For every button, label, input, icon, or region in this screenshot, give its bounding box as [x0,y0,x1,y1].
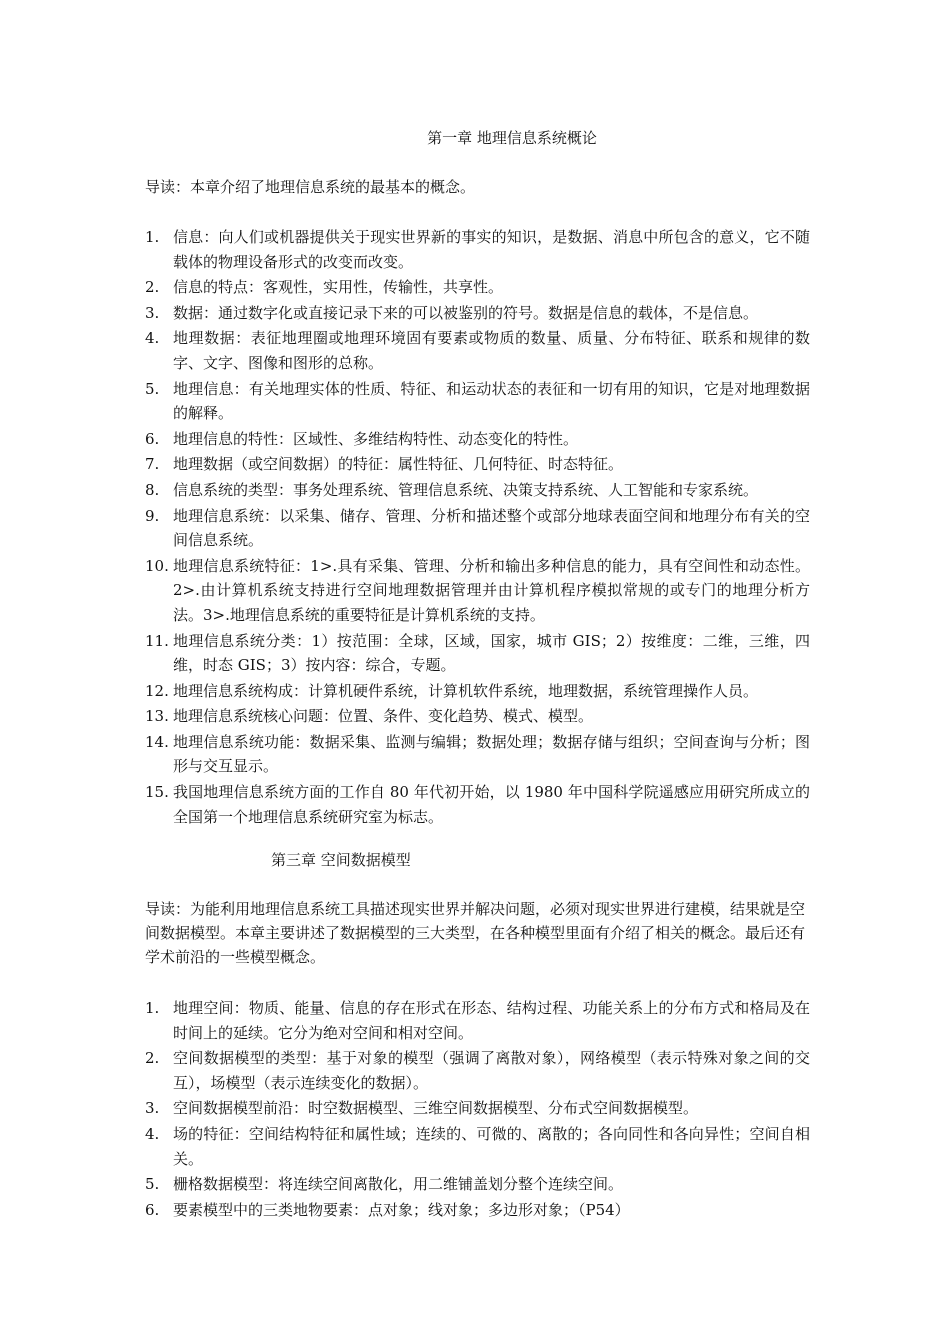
chapter1-item-13: 13. 地理信息系统核心问题：位置、条件、变化趋势、模式、模型。 [145,707,594,726]
chapter1-list [145,225,810,830]
chapter1-item-15: 15. 我国地理信息系统方面的工作自 80 年代初开始，以 1980 年中国科学院遥感应用研究所成立的全国第一个地理信息系统研究室为标志。 [145,783,810,826]
chapter3-intro: 导读：为能利用地理信息系统工具描述现实世界并解决问题，必须对现实世界进行建模，结果就是空间数据模型。本章主要讲述了数据模型的三大类型，在各种模型里面有介绍了相关的概念。最后还有学术前沿的一些模型概念。 [145,900,806,966]
chapter3-item-1: 1. 地理空间：物质、能量、信息的存在形式在形态、结构过程、功能关系上的分布方式和格局及在时间上的延续。它分为绝对空间和相对空间。 [145,999,810,1042]
chapter1-item-8: 8. 信息系统的类型：事务处理系统、管理信息系统、决策支持系统、人工智能和专家系统。 [145,480,759,499]
chapter3-title: 第三章 空间数据模型 [271,851,411,869]
chapter1-item-9: 9. 地理信息系统：以采集、储存、管理、分析和描述整个或部分地球表面空间和地理分布有关的空间信息系统。 [145,506,810,550]
chapter1-intro: 导读：本章介绍了地理信息系统的最基本的概念。 [145,178,476,196]
chapter1-item-2: 2. 信息的特点：客观性，实用性，传输性，共享性。 [145,278,504,297]
chapter1-item-12: 12. 地理信息系统构成：计算机硬件系统，计算机软件系统，地理数据，系统管理操作人员。 [145,681,759,700]
chapter1-item-3: 3. 数据：通过数字化或直接记录下来的可以被鉴别的符号。数据是信息的载体，不是信息。 [145,303,759,322]
chapter1-item-11: 11. 地理信息系统分类：1）按范围：全球，区域，国家，城市 GIS；2）按维度：二维，三维，四维，时态 GIS；3）按内容：综合，专题。 [145,631,810,675]
chapter1-item-7: 7. 地理数据（或空间数据）的特征：属性特征、几何特征、时态特征。 [145,455,624,474]
chapter1-item-6: 6. 地理信息的特性：区域性、多维结构特性、动态变化的特性。 [145,429,579,448]
chapter1-item-14: 14. 地理信息系统功能：数据采集、监测与编辑；数据处理；数据存储与组织；空间查询与分析；图形与交互显示。 [145,732,810,776]
chapter1-item-10: 10. 地理信息系统特征：1>.具有采集、管理、分析和输出多种信息的能力，具有空间性和动态性。2>.由计算机系统支持进行空间地理数据管理并由计算机程序模拟常规的或专门的地理分析方法。3>.地理信息系统的重要特征是计算机系统的支持。 [145,556,810,624]
chapter3-item-4: 4. 场的特征：空间结构特征和属性域；连续的、可微的、离散的；各向同性和各向异性；空间自相关。 [145,1124,810,1168]
chapter1-item-1: 1. 信息：向人们或机器提供关于现实世界新的事实的知识，是数据、消息中所包含的意义，它不随载体的物理设备形式的改变而改变。 [145,228,810,271]
chapter3-item-3: 3. 空间数据模型前沿：时空数据模型、三维空间数据模型、分布式空间数据模型。 [145,1099,699,1118]
chapter3-item-2: 2. 空间数据模型的类型：基于对象的模型（强调了离散对象），网络模型（表示特殊对象之间的交互），场模型（表示连续变化的数据）。 [145,1049,810,1092]
chapter1-item-4: 4. 地理数据：表征地理圈或地理环境固有要素或物质的数量、质量、分布特征、联系和规律的数字、文字、图像和图形的总称。 [145,329,810,372]
chapter3-item-5: 5. 栅格数据模型：将连续空间离散化，用二维铺盖划分整个连续空间。 [145,1175,624,1194]
chapter3-item-6: 6. 要素模型中的三类地物要素：点对象；线对象；多边形对象；（P54） [145,1200,630,1219]
chapter1-item-5: 5. 地理信息：有关地理实体的性质、特征、和运动状态的表征和一切有用的知识，它是对地理数据的解释。 [145,379,810,423]
chapter1-title: 第一章 地理信息系统概论 [427,129,597,147]
chapter3-list [145,996,810,1223]
